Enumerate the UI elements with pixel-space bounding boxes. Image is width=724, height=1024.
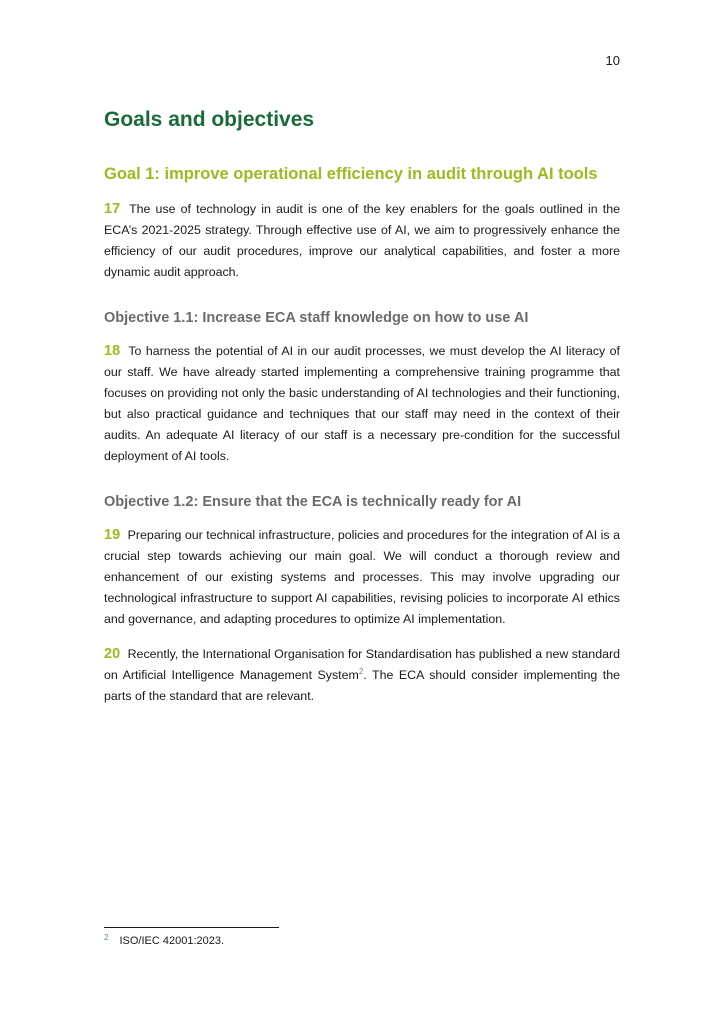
paragraph-17	[104, 199, 620, 283]
goal-1-section	[104, 162, 620, 186]
footnote-mark: 2	[104, 933, 109, 942]
page-content	[104, 104, 620, 707]
paragraph-text: The use of technology in audit is one of the key enablers for the goals outlined in the ECA’s 2021-2025 strategy. Through effective use of AI, we aim to progressively enhance the efficiency of our audit procedures, improve our analytical capabilities, and foster a more dynamic audit approach.	[104, 202, 621, 279]
paragraph-number: 18	[104, 343, 121, 359]
objective-1-2-heading: Objective 1.2: Ensure that the ECA is technically ready for AI	[104, 494, 522, 510]
paragraph-number: 17	[104, 201, 121, 217]
paragraph-20	[104, 644, 620, 707]
paragraph-text: To harness the potential of AI in our audit processes, we must develop the AI literacy of our staff. We have already started implementing a comprehensive training programme that focuses on providing not only the basic understanding of AI technologies and their functioning, but also practical guidance and techniques that our staff may need in the context of their audits. An adequate AI literacy of our staff is a necessary pre-condition for the successful deployment of AI tools.	[104, 344, 620, 463]
page-number: 10	[605, 53, 620, 68]
goal-1-heading: Goal 1: improve operational efficiency in audit through AI tools	[104, 165, 598, 183]
paragraph-text-after: . The ECA should consider implementing the parts of the standard that are relevant.	[104, 668, 620, 703]
objective-1-1-heading: Objective 1.1: Increase ECA staff knowledge on how to use AI	[104, 310, 529, 326]
footnote-divider	[104, 927, 279, 928]
page-title: Goals and objectives	[104, 108, 315, 131]
footnote-reference-link[interactable]: 2	[358, 667, 364, 676]
paragraph-18	[104, 341, 620, 467]
footnote	[104, 933, 224, 947]
paragraph-number: 19	[104, 527, 121, 543]
paragraph-19	[104, 525, 620, 630]
footnote-text: ISO/IEC 42001:2023.	[119, 935, 225, 947]
paragraph-number: 20	[104, 646, 121, 662]
paragraph-text: Preparing our technical infrastructure, policies and procedures for the integration of AI is a crucial step towards achieving our main goal. We will conduct a thorough review and enhancement of our existing systems and processes. This may involve upgrading our technological infrastructure to support AI capabilities, revising policies to incorporate AI ethics and governance, and adapting procedures to optimize AI implementation.	[104, 528, 621, 626]
paragraph-text-before: Recently, the International Organisation for Standardisation has published a new standard on Artificial Intelligence Management System	[104, 647, 620, 682]
